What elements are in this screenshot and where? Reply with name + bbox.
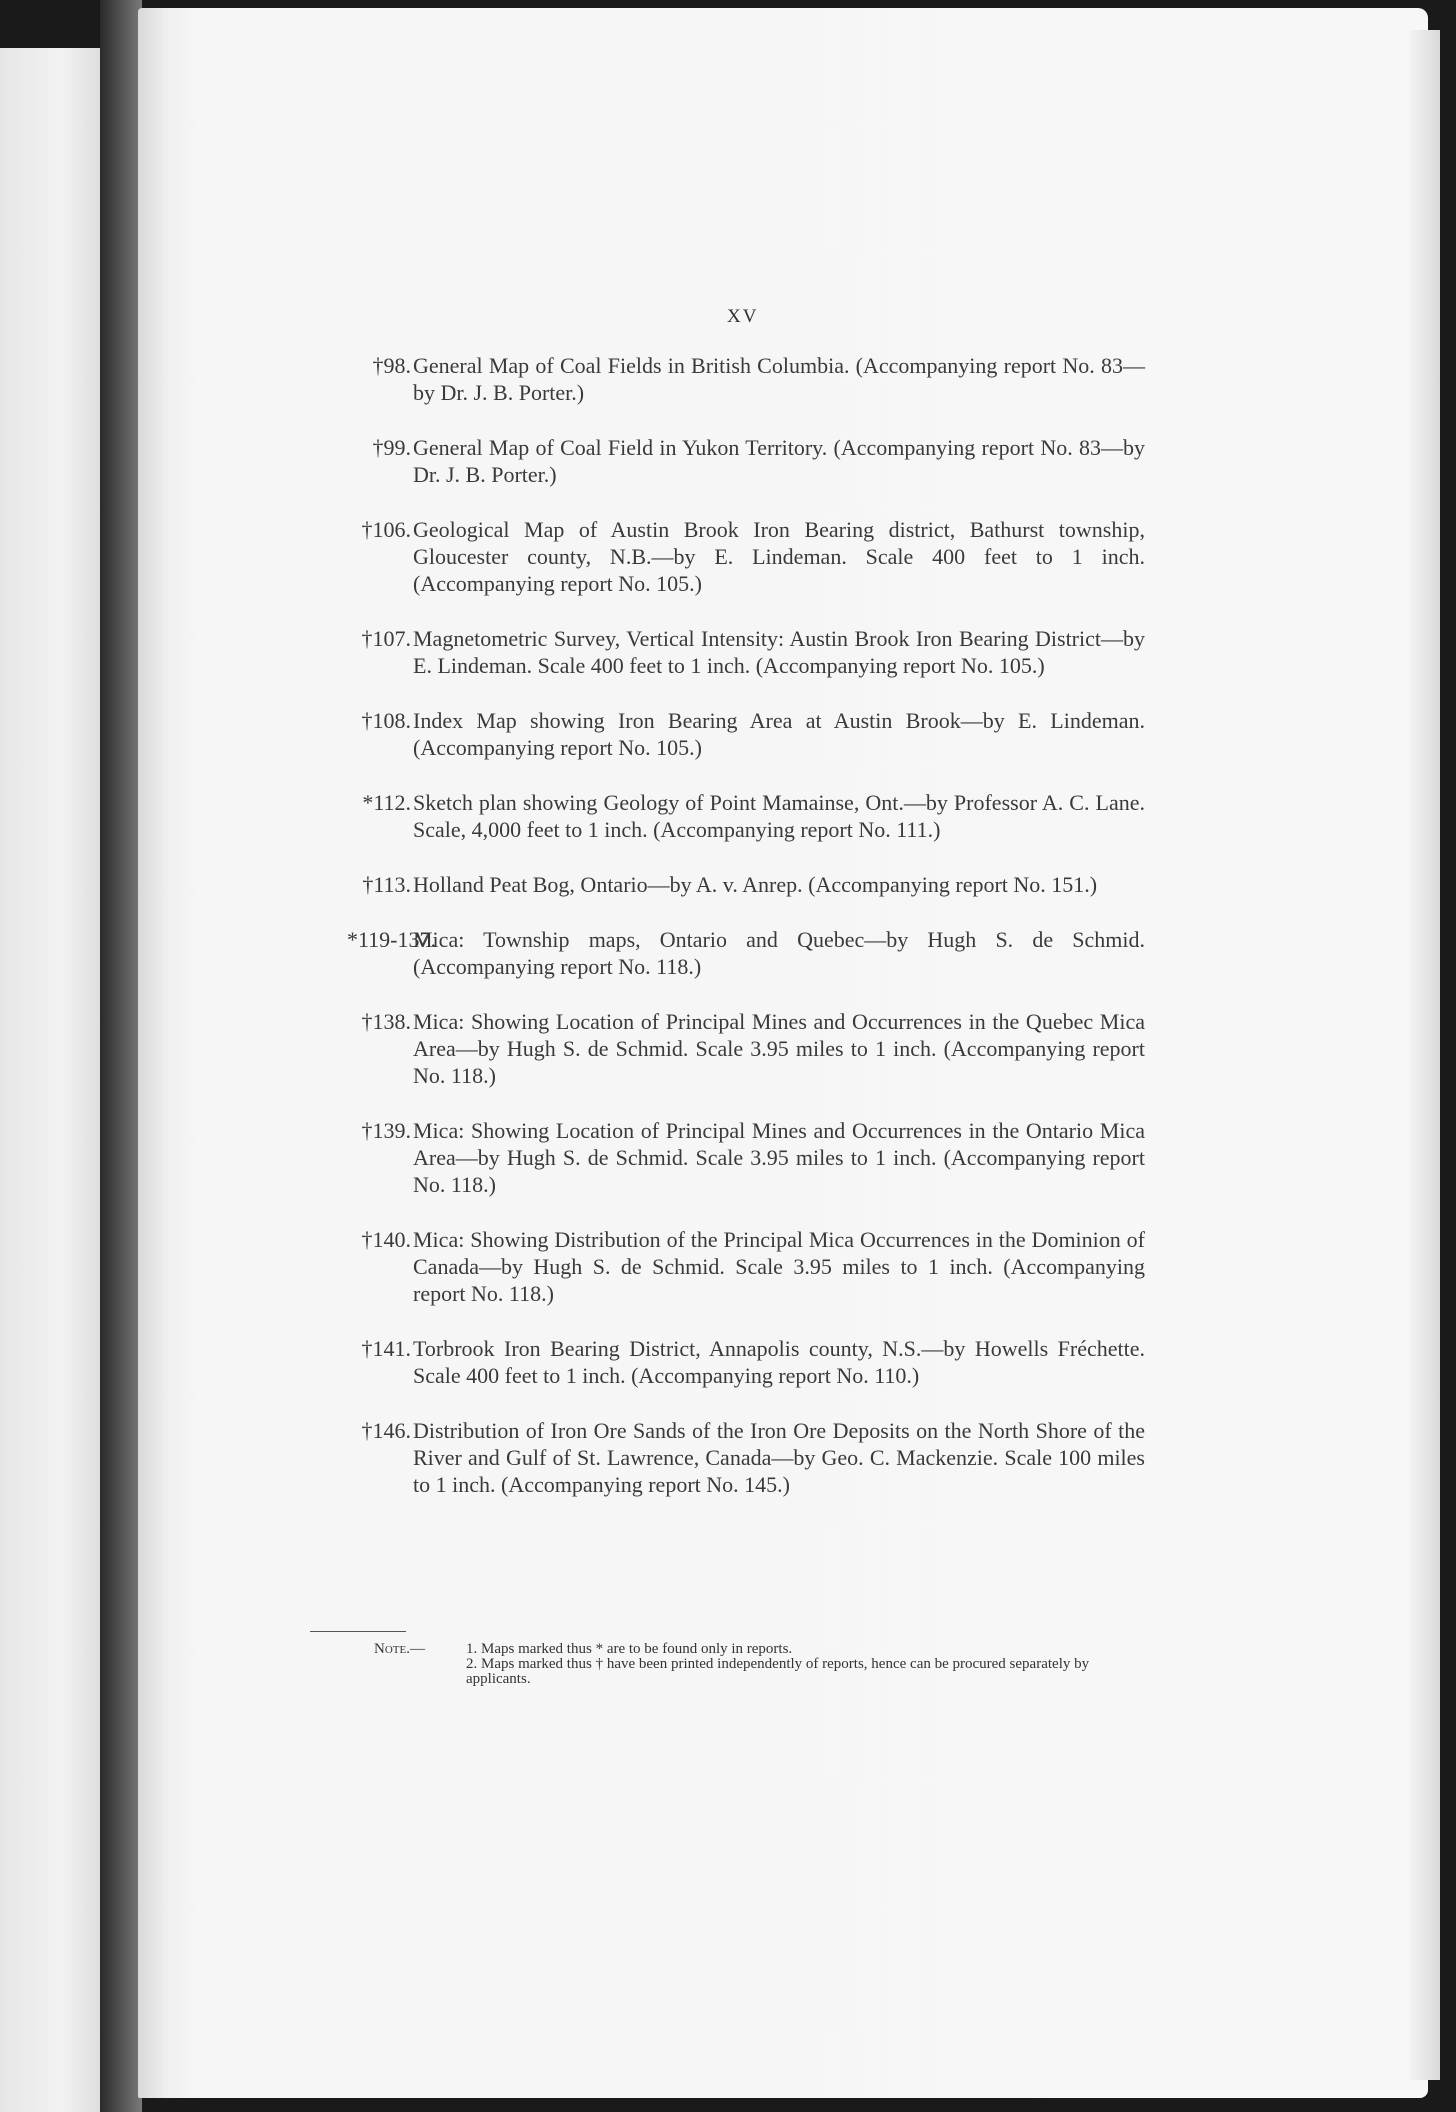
entry-text: Index Map showing Iron Bearing Area at Austin Brook—by E. Lindeman. (Accompanying report No. 105.) [413,708,1145,760]
entry-number: †138. [361,1009,411,1034]
list-item [295,434,1145,488]
entry-number: †140. [361,1227,411,1252]
entry-text: Holland Peat Bog, Ontario—by A. v. Anrep. (Accompanying report No. 151.) [413,872,1098,897]
entry-number: †139. [361,1118,411,1143]
list-item [295,516,1145,597]
list-item [295,926,1145,980]
entry-text: Mica: Township maps, Ontario and Quebec—by Hugh S. de Schmid. (Accompanying report No. 118.) [413,927,1145,979]
list-item [295,1335,1145,1389]
entry-text: Sketch plan showing Geology of Point Mamainse, Ont.—by Professor A. C. Lane. Scale, 4,000 feet to 1 inch. (Accompanying report No. 111.) [413,790,1145,842]
list-item [295,1117,1145,1198]
entry-text: Distribution of Iron Ore Sands of the Iron Ore Deposits on the North Shore of the River and Gulf of St. Lawrence, Canada—by Geo. C. Mackenzie. Scale 100 miles to 1 inch. (Accompanying report No. 145.) [413,1418,1145,1497]
list-item [295,871,1145,898]
entry-number: †108. [361,708,411,733]
list-item [295,1008,1145,1089]
entry-number: †98. [372,353,411,378]
facing-page-edge [0,48,104,2112]
list-item [295,1417,1145,1498]
entry-number: *119-137. [347,927,437,952]
footnote-item [374,1657,1114,1687]
footnote-item [374,1642,1114,1657]
list-item [295,625,1145,679]
entry-number: †141. [361,1336,411,1361]
entry-number: †146. [361,1418,411,1443]
entry-text: Torbrook Iron Bearing District, Annapolis county, N.S.—by Howells Fréchette. Scale 400 feet to 1 inch. (Accompanying report No. 110.) [413,1336,1145,1388]
page-number: XV [727,306,759,327]
entry-text: Mica: Showing Location of Principal Mines and Occurrences in the Ontario Mica Area—by Hugh S. de Schmid. Scale 3.95 miles to 1 inch. (Accompanying report No. 118.) [413,1118,1145,1197]
book-gutter [100,0,142,2112]
list-item [295,352,1145,406]
entry-text: Geological Map of Austin Brook Iron Bearing district, Bathurst township, Gloucester county, N.B.—by E. Lindeman. Scale 400 feet to 1 inch. (Accompanying report No. 105.) [413,517,1145,596]
list-item [295,707,1145,761]
entry-number: *112. [362,790,411,815]
entry-number: †99. [372,435,411,460]
footnotes [374,1642,1114,1687]
entry-text: General Map of Coal Field in Yukon Territory. (Accompanying report No. 83—by Dr. J. B. Porter.) [413,435,1145,487]
footnote-divider [310,1631,406,1632]
entry-text: Mica: Showing Distribution of the Principal Mica Occurrences in the Dominion of Canada—by Hugh S. de Schmid. Scale 3.95 miles to 1 inch. (Accompanying report No. 118.) [413,1227,1145,1306]
page-right-edge [1410,30,1440,2080]
entry-number: †106. [361,517,411,542]
entry-text: Mica: Showing Location of Principal Mines and Occurrences in the Quebec Mica Area—by Hugh S. de Schmid. Scale 3.95 miles to 1 inch. (Accompanying report No. 118.) [413,1009,1145,1088]
list-item [295,789,1145,843]
entry-text: Magnetometric Survey, Vertical Intensity: Austin Brook Iron Bearing District—by E. Lindeman. Scale 400 feet to 1 inch. (Accompanying report No. 105.) [413,626,1145,678]
footnote-text: 1. Maps marked thus * are to be found only in reports. [466,1641,793,1657]
entry-number: †113. [362,872,411,897]
map-list [295,352,1145,1526]
entry-number: †107. [361,626,411,651]
footnote-text: 2. Maps marked thus † have been printed independently of reports, hence can be procured separately by applicants. [466,1656,1090,1687]
list-item [295,1226,1145,1307]
entry-text: General Map of Coal Fields in British Columbia. (Accompanying report No. 83—by Dr. J. B. Porter.) [413,353,1145,405]
footnote-label: Note.— [374,1641,425,1657]
